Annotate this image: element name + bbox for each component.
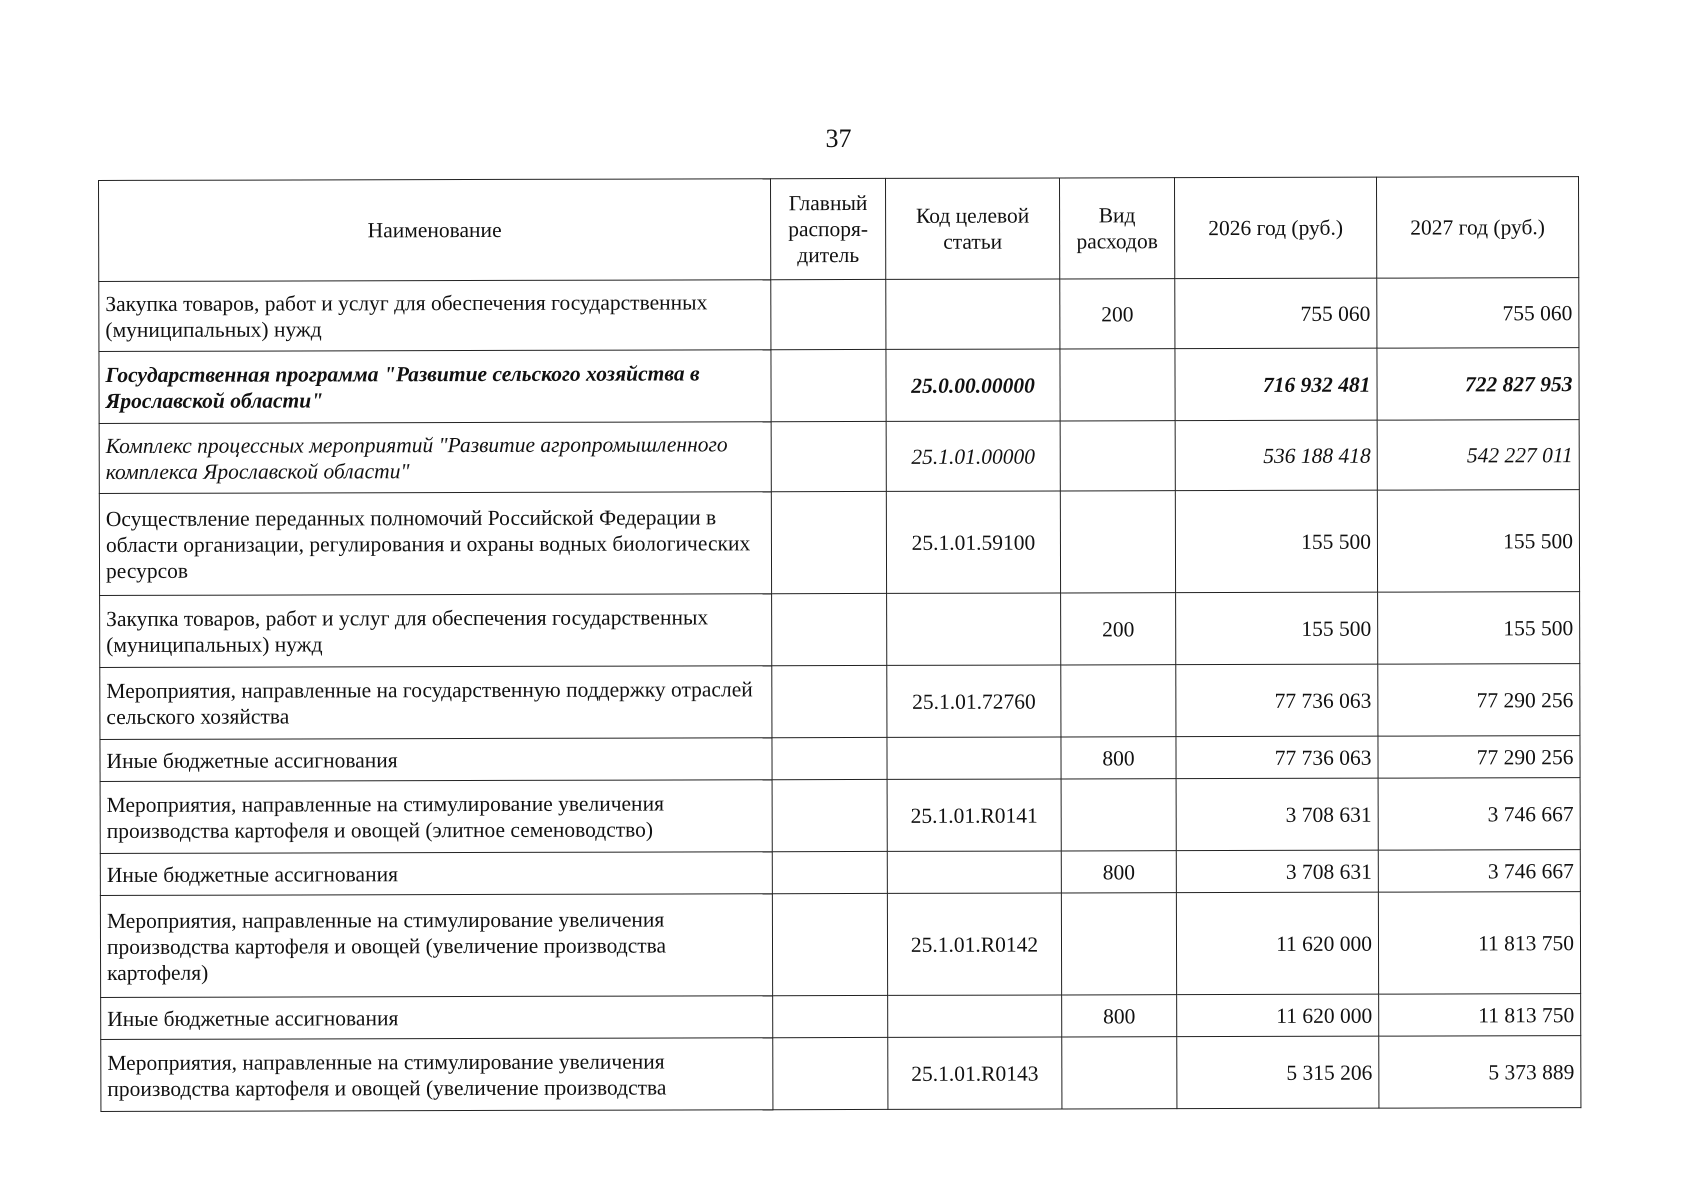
table-cell-chief-manager (773, 995, 888, 1037)
table-cell-2026: 11 620 000 (1176, 892, 1378, 995)
table-cell-expense-type: 800 (1061, 737, 1176, 779)
table-cell-2026: 536 188 418 (1175, 420, 1377, 491)
table-row (100, 664, 1580, 740)
table-cell-target-code (887, 737, 1061, 779)
table-cell-target-code: 25.1.01.59100 (886, 491, 1060, 593)
table-row (101, 994, 1581, 1040)
table-cell-name: Иные бюджетные ассигнования (100, 852, 772, 896)
table-cell-expense-type (1060, 491, 1175, 593)
table-cell-chief-manager (772, 779, 887, 851)
table-cell-2027: 155 500 (1377, 490, 1579, 593)
header-target-code: Код целевой статьи (885, 178, 1059, 279)
table-cell-name: Осуществление переданных полномочий Российской Федерации в области организации, регулирования и охраны водных биологических ресурсов (99, 492, 771, 596)
table-row (99, 490, 1579, 596)
table-cell-2027: 3 746 667 (1378, 850, 1580, 893)
table-cell-name: Закупка товаров, работ и услуг для обеспечения государственных (муниципальных) нужд (99, 280, 771, 352)
table-cell-target-code (887, 593, 1061, 665)
table-cell-chief-manager (771, 421, 886, 491)
table-cell-2026: 155 500 (1176, 592, 1378, 665)
table-cell-expense-type (1061, 893, 1176, 995)
table-cell-2026: 5 315 206 (1177, 1036, 1379, 1109)
table-cell-target-code (887, 851, 1061, 893)
table-cell-chief-manager (772, 737, 887, 779)
table-cell-2026: 755 060 (1175, 278, 1377, 349)
table-cell-chief-manager (773, 1037, 888, 1109)
table-cell-expense-type: 800 (1061, 851, 1176, 893)
table-cell-name: Мероприятия, направленные на стимулирование увеличения производства картофеля и овощей (увеличение производства (101, 1038, 773, 1112)
table-cell-name: Закупка товаров, работ и услуг для обеспечения государственных (муниципальных) нужд (100, 594, 772, 668)
table-row (100, 850, 1580, 896)
table-cell-target-code: 25.1.01.72760 (887, 665, 1061, 737)
table-cell-2026: 77 736 063 (1176, 736, 1378, 779)
budget-table (98, 176, 1581, 1112)
table-row (100, 892, 1580, 998)
table-cell-target-code (886, 279, 1060, 349)
table-cell-chief-manager (771, 279, 886, 349)
table-cell-name: Комплекс процессных мероприятий "Развитие агропромышленного комплекса Ярославской области" (99, 422, 771, 494)
table-row (100, 736, 1580, 782)
table-cell-2027: 755 060 (1377, 278, 1579, 349)
table-cell-expense-type (1060, 349, 1175, 421)
table-cell-2026: 716 932 481 (1175, 348, 1377, 421)
table-cell-2026: 77 736 063 (1176, 664, 1378, 737)
table-cell-name: Мероприятия, направленные на стимулирование увеличения производства картофеля и овощей (элитное семеноводство) (100, 780, 772, 854)
table-cell-2026: 3 708 631 (1176, 850, 1378, 893)
table-cell-chief-manager (772, 893, 887, 995)
table-row (100, 778, 1580, 854)
table-cell-expense-type (1061, 665, 1176, 737)
table-cell-expense-type: 200 (1061, 593, 1176, 665)
table-cell-name: Государственная программа "Развитие сельского хозяйства в Ярославской области" (99, 350, 771, 424)
header-chief-manager: Главный распоря-дитель (770, 178, 885, 279)
header-year-2027: 2027 год (руб.) (1376, 177, 1578, 279)
table-cell-chief-manager (772, 851, 887, 893)
table-row (99, 278, 1579, 352)
table-row (99, 420, 1579, 494)
page-number: 37 (825, 124, 852, 153)
table-cell-target-code (888, 995, 1062, 1037)
table-cell-2027: 11 813 750 (1378, 892, 1580, 995)
table-cell-expense-type: 800 (1062, 995, 1177, 1037)
table-cell-2027: 155 500 (1378, 592, 1580, 665)
table-cell-2027: 3 746 667 (1378, 778, 1580, 851)
table-cell-name: Иные бюджетные ассигнования (101, 996, 773, 1040)
table-cell-name: Мероприятия, направленные на государственную поддержку отраслей сельского хозяйства (100, 666, 772, 740)
table-cell-expense-type: 200 (1060, 279, 1175, 349)
table-cell-name: Иные бюджетные ассигнования (100, 738, 772, 782)
table-cell-2027: 11 813 750 (1379, 994, 1581, 1037)
header-expense-type: Вид расходов (1059, 178, 1174, 279)
table-cell-target-code: 25.0.00.00000 (886, 349, 1060, 421)
table-cell-chief-manager (772, 665, 887, 737)
table-cell-chief-manager (771, 491, 886, 593)
table-row (100, 592, 1580, 668)
header-year-2026: 2026 год (руб.) (1174, 177, 1376, 279)
table-cell-name: Мероприятия, направленные на стимулирование увеличения производства картофеля и овощей (увеличение производства картофеля) (100, 894, 772, 998)
table-cell-expense-type (1062, 1037, 1177, 1109)
table-cell-target-code: 25.1.01.R0141 (887, 779, 1061, 851)
table-cell-2027: 77 290 256 (1378, 664, 1580, 737)
table-cell-chief-manager (771, 349, 886, 421)
table-cell-2027: 542 227 011 (1377, 420, 1579, 491)
table-cell-2026: 3 708 631 (1176, 778, 1378, 851)
table-row (101, 1036, 1581, 1112)
table-row (99, 348, 1579, 424)
table-header-row (99, 177, 1579, 282)
table-cell-expense-type (1061, 779, 1176, 851)
table-cell-2026: 155 500 (1175, 490, 1377, 593)
table-cell-target-code: 25.1.01.00000 (886, 421, 1060, 491)
table-cell-target-code: 25.1.01.R0142 (887, 893, 1061, 995)
table-cell-2027: 5 373 889 (1379, 1036, 1581, 1109)
table-cell-2027: 77 290 256 (1378, 736, 1580, 779)
table-cell-2027: 722 827 953 (1377, 348, 1579, 421)
table-cell-target-code: 25.1.01.R0143 (888, 1037, 1062, 1109)
table-cell-expense-type (1060, 421, 1175, 491)
table-cell-2026: 11 620 000 (1177, 994, 1379, 1037)
table-cell-chief-manager (772, 593, 887, 665)
header-name: Наименование (99, 179, 771, 282)
